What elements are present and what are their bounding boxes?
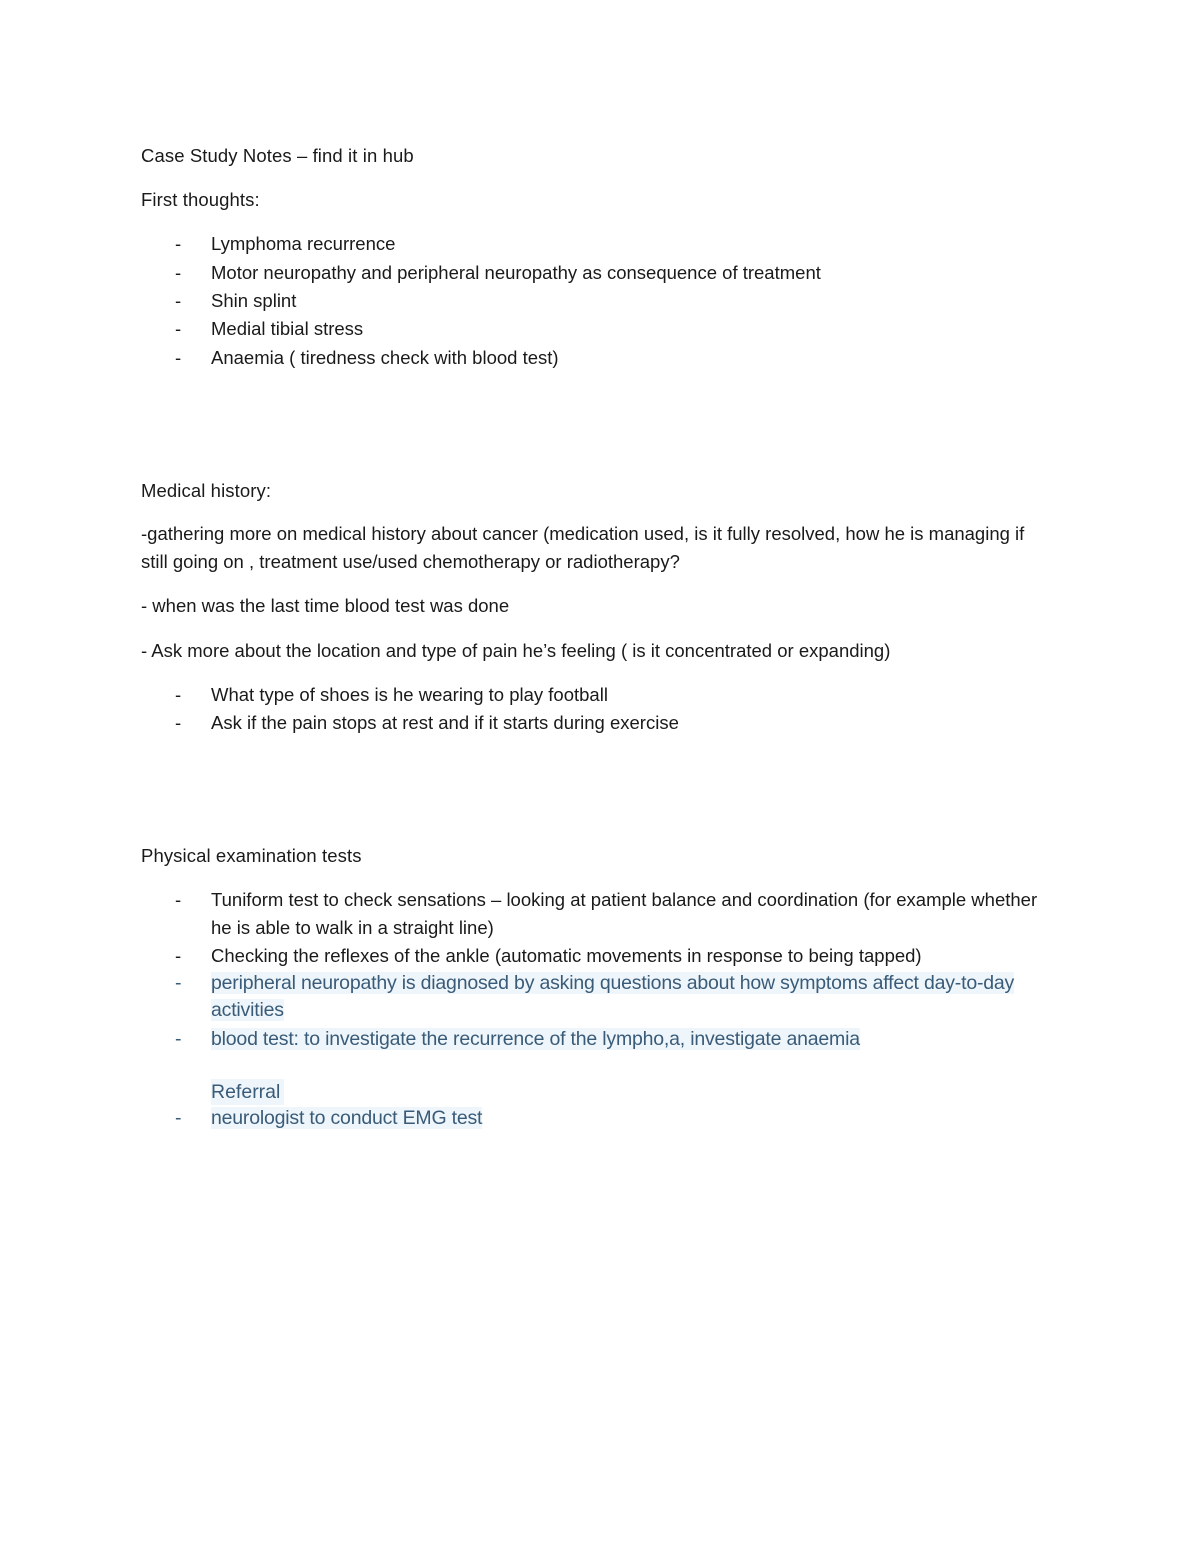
highlighted-text: peripheral neuropathy is diagnosed by asking questions about how symptoms affect day-to-day activities xyxy=(211,972,1015,1021)
list-item-text: Medial tibial stress xyxy=(211,318,364,339)
list-item-text: Ask if the pain stops at rest and if it starts during exercise xyxy=(211,712,679,733)
list-item xyxy=(141,709,1061,737)
list-item-text: Motor neuropathy and peripheral neuropathy as consequence of treatment xyxy=(211,262,821,283)
list-item xyxy=(141,681,1061,709)
document-title: Case Study Notes – find it in hub xyxy=(141,145,414,166)
list-item-text: What type of shoes is he wearing to play football xyxy=(211,684,608,705)
list-dash: - xyxy=(175,712,182,733)
medical-history-heading: Medical history: xyxy=(141,480,272,501)
list-item-text: Anaemia ( tiredness check with blood test) xyxy=(211,347,559,368)
list-item-highlighted xyxy=(141,970,1061,1024)
list-item-text xyxy=(211,970,1051,1024)
medical-history-paragraph: - Ask more about the location and type of pain he’s feeling ( is it concentrated or expanding) xyxy=(141,640,891,661)
list-dash: - xyxy=(175,262,182,283)
list-dash: - xyxy=(175,889,182,910)
first-thoughts-heading: First thoughts: xyxy=(141,189,260,210)
list-dash: - xyxy=(175,347,182,368)
physical-exam-heading: Physical examination tests xyxy=(141,845,362,866)
highlighted-text: neurologist to conduct EMG test xyxy=(211,1107,483,1129)
list-item xyxy=(141,942,1061,970)
list-item-text: Lymphoma recurrence xyxy=(211,233,396,254)
list-dash: - xyxy=(175,318,182,339)
list-item-text xyxy=(211,1104,1061,1132)
list-item xyxy=(141,230,1061,258)
referral-label: Referral xyxy=(211,1079,284,1105)
list-item-highlighted xyxy=(141,1025,1061,1053)
list-item xyxy=(141,259,1061,287)
list-item-text: Tuniform test to check sensations – looking at patient balance and coordination (for example whether he is able to walk in a straight line) xyxy=(211,889,1038,938)
list-item-text: Checking the reflexes of the ankle (automatic movements in response to being tapped) xyxy=(211,945,922,966)
list-item-text xyxy=(211,1025,1061,1053)
list-dash: - xyxy=(175,233,182,254)
list-item-text: Shin splint xyxy=(211,290,297,311)
medical-history-paragraph: -gathering more on medical history about cancer (medication used, is it fully resolved, how he is managing if still going on , treatment use/used chemotherapy or radiotherapy? xyxy=(141,523,1025,572)
list-dash: - xyxy=(175,684,182,705)
list-item-highlighted xyxy=(141,1104,1061,1132)
list-dash: - xyxy=(175,972,182,994)
list-item xyxy=(141,886,1061,942)
highlighted-text: blood test: to investigate the recurrence of the lympho,a, investigate anaemia xyxy=(211,1028,860,1050)
list-item xyxy=(141,344,1061,372)
list-item xyxy=(141,287,1061,315)
list-dash: - xyxy=(175,1107,182,1129)
medical-history-paragraph: - when was the last time blood test was done xyxy=(141,595,510,616)
list-item xyxy=(141,315,1061,343)
list-dash: - xyxy=(175,945,182,966)
list-dash: - xyxy=(175,1028,182,1050)
list-dash: - xyxy=(175,290,182,311)
